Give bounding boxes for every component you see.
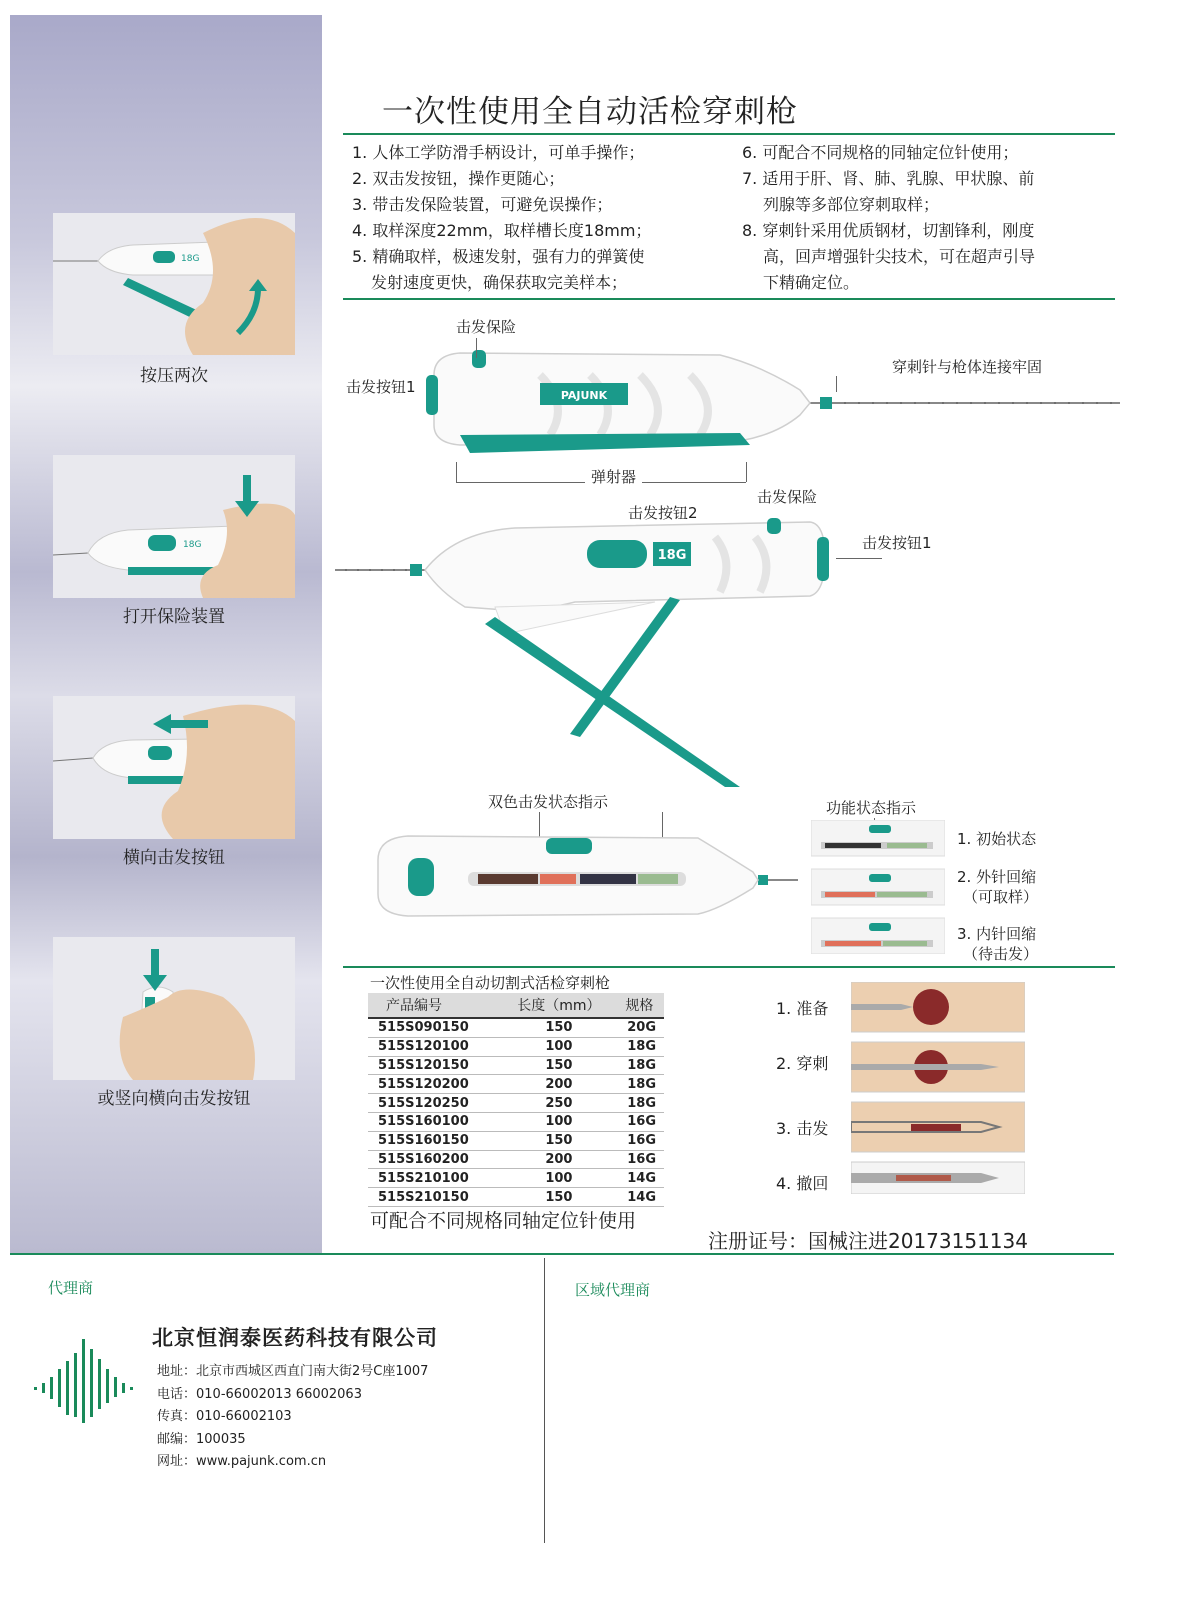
cell-gauge: 18G (615, 1094, 664, 1113)
state-item (957, 867, 1038, 907)
contact-phone: 电话：010-66002013 66002063 (157, 1386, 362, 1402)
state-label: 1. 初始状态 (957, 830, 1037, 848)
table-row (368, 1150, 664, 1169)
contact-fax: 传真：010-66002103 (157, 1409, 292, 1424)
divider-top (343, 133, 1115, 135)
svg-text:18G: 18G (183, 540, 202, 550)
cell-length: 150 (503, 1131, 615, 1150)
table-row (368, 1075, 664, 1094)
feature-item: 列腺等多部位穿刺取样； (763, 195, 940, 214)
cell-gauge: 16G (615, 1150, 664, 1169)
cell-code: 515S160150 (368, 1131, 503, 1150)
table-row (368, 1131, 664, 1150)
agent-label: 代理商 (48, 1279, 94, 1297)
step-label: 3. 击发 (776, 1119, 829, 1138)
cell-length: 100 (503, 1037, 615, 1056)
features-right (742, 140, 1035, 296)
company-logo (32, 1335, 144, 1425)
leader-line (476, 338, 477, 358)
divider-footer (10, 1253, 1114, 1255)
table-row (368, 1169, 664, 1188)
cell-code: 515S120250 (368, 1094, 503, 1113)
company-name: 北京恒润泰医药科技有限公司 (152, 1326, 438, 1350)
state-sublabel: （待击发） (963, 945, 1039, 963)
spec-table-caption: 一次性使用全自动切割式活检穿刺枪 (370, 974, 611, 992)
header-length: 长度（mm） (503, 993, 615, 1018)
label-connection: 穿刺针与枪体连接牢固 (892, 358, 1043, 376)
feature-item: 8. 穿刺针采用优质钢材，切割锋利，刚度 (742, 221, 1035, 240)
feature-item: 高，回声增强针尖技术，可在超声引导 (763, 247, 1036, 266)
divider-spec (343, 966, 1115, 968)
feature-item: 2. 双击发按钮，操作更随心； (352, 169, 565, 188)
cell-gauge: 18G (615, 1056, 664, 1075)
label-safety-top: 击发保险 (456, 318, 517, 336)
contact-website[interactable]: 网址：www.pajunk.com.cn (157, 1454, 327, 1469)
contact-block (157, 1361, 428, 1474)
cell-code: 515S210100 (368, 1169, 503, 1188)
gauge-badge: 18G (657, 548, 687, 563)
label-button2: 击发按钮2 (628, 504, 698, 522)
device-diagram-open (335, 512, 855, 787)
feature-item: 6. 可配合不同规格的同轴定位针使用； (742, 143, 1019, 162)
photo-open-safety (53, 455, 295, 598)
contact-address: 地址：北京市西城区西直门南大街2号C座1007 (157, 1364, 429, 1379)
cell-code: 515S090150 (368, 1018, 503, 1037)
label-button1-top: 击发按钮1 (346, 378, 416, 396)
photo-vertical-fire (53, 937, 295, 1080)
cell-gauge: 18G (615, 1075, 664, 1094)
state-label: 2. 外针回缩 (957, 868, 1037, 886)
device-diagram-indicator (368, 830, 808, 920)
cell-gauge: 18G (615, 1037, 664, 1056)
regional-agent-label: 区域代理商 (575, 1281, 651, 1299)
table-row (368, 1037, 664, 1056)
footer-column-divider (544, 1258, 545, 1543)
label-dual-indicator: 双色击发状态指示 (488, 793, 609, 811)
photo-lateral-fire (53, 696, 295, 839)
feature-item: 1. 人体工学防滑手柄设计，可单手操作； (352, 143, 645, 162)
svg-text:18G: 18G (181, 254, 200, 264)
features-left (352, 140, 651, 296)
step-label: 2. 穿刺 (776, 1054, 829, 1073)
table-row (368, 1094, 664, 1113)
state-sublabel: （可取样） (963, 888, 1039, 906)
table-row (368, 1018, 664, 1037)
table-row (368, 1188, 664, 1207)
spec-table (368, 993, 664, 1207)
cell-code: 515S120200 (368, 1075, 503, 1094)
divider-features (343, 298, 1115, 300)
feature-item: 下精确定位。 (763, 273, 860, 292)
ejector-bracket (456, 462, 457, 482)
cell-gauge: 14G (615, 1169, 664, 1188)
cell-length: 100 (503, 1169, 615, 1188)
cell-code: 515S120150 (368, 1056, 503, 1075)
feature-item: 7. 适用于肝、肾、肺、乳腺、甲状腺、前 (742, 169, 1035, 188)
cell-gauge: 14G (615, 1188, 664, 1207)
cell-length: 250 (503, 1094, 615, 1113)
state-item (957, 829, 1036, 849)
photo-press-twice (53, 213, 295, 355)
caption-vertical-fire: 或竖向横向击发按钮 (97, 1089, 251, 1109)
cell-length: 150 (503, 1018, 615, 1037)
feature-item: 4. 取样深度22mm，取样槽长度18mm； (352, 221, 652, 240)
brand-logo: PAJUNK (560, 389, 608, 402)
label-safety-mid: 击发保险 (757, 488, 818, 506)
leader-line (836, 558, 882, 559)
label-button1-mid: 击发按钮1 (862, 534, 932, 552)
table-row (368, 1056, 664, 1075)
contact-postcode: 邮编：100035 (157, 1431, 246, 1447)
registration-number: 注册证号：国械注进20173151134 (708, 1229, 1028, 1253)
label-function-indicator: 功能状态指示 (826, 799, 917, 817)
caption-press-twice: 按压两次 (140, 366, 208, 386)
cell-code: 515S210150 (368, 1188, 503, 1207)
header-gauge: 规格 (615, 993, 664, 1018)
cell-code: 515S160100 (368, 1112, 503, 1131)
caption-lateral-fire: 横向击发按钮 (123, 848, 225, 868)
feature-item: 发射速度更快，确保获取完美样本； (371, 273, 628, 292)
biopsy-steps-illustration (851, 982, 1025, 1194)
table-row (368, 1112, 664, 1131)
cell-code: 515S160200 (368, 1150, 503, 1169)
state-thumbnails (811, 820, 945, 954)
state-item (957, 924, 1038, 964)
header-code: 产品编号 (368, 993, 503, 1018)
ejector-bracket (746, 462, 747, 482)
cell-gauge: 16G (615, 1112, 664, 1131)
state-label: 3. 内针回缩 (957, 925, 1037, 943)
cell-length: 100 (503, 1112, 615, 1131)
cell-code: 515S120100 (368, 1037, 503, 1056)
cell-length: 200 (503, 1075, 615, 1094)
label-ejector: 弹射器 (585, 466, 642, 487)
spec-table-header (368, 993, 664, 1018)
cell-gauge: 16G (615, 1131, 664, 1150)
cell-length: 200 (503, 1150, 615, 1169)
page-title: 一次性使用全自动活检穿刺枪 (382, 94, 798, 130)
step-label: 4. 撤回 (776, 1174, 829, 1193)
spec-note: 可配合不同规格同轴定位针使用 (370, 1210, 637, 1232)
cell-length: 150 (503, 1188, 615, 1207)
leader-line (836, 376, 837, 392)
cell-length: 150 (503, 1056, 615, 1075)
feature-item: 5. 精确取样，极速发射，强有力的弹簧使 (352, 247, 645, 266)
cell-gauge: 20G (615, 1018, 664, 1037)
feature-item: 3. 带击发保险装置，可避免误操作； (352, 195, 613, 214)
step-label: 1. 准备 (776, 999, 829, 1018)
caption-open-safety: 打开保险装置 (123, 607, 225, 627)
